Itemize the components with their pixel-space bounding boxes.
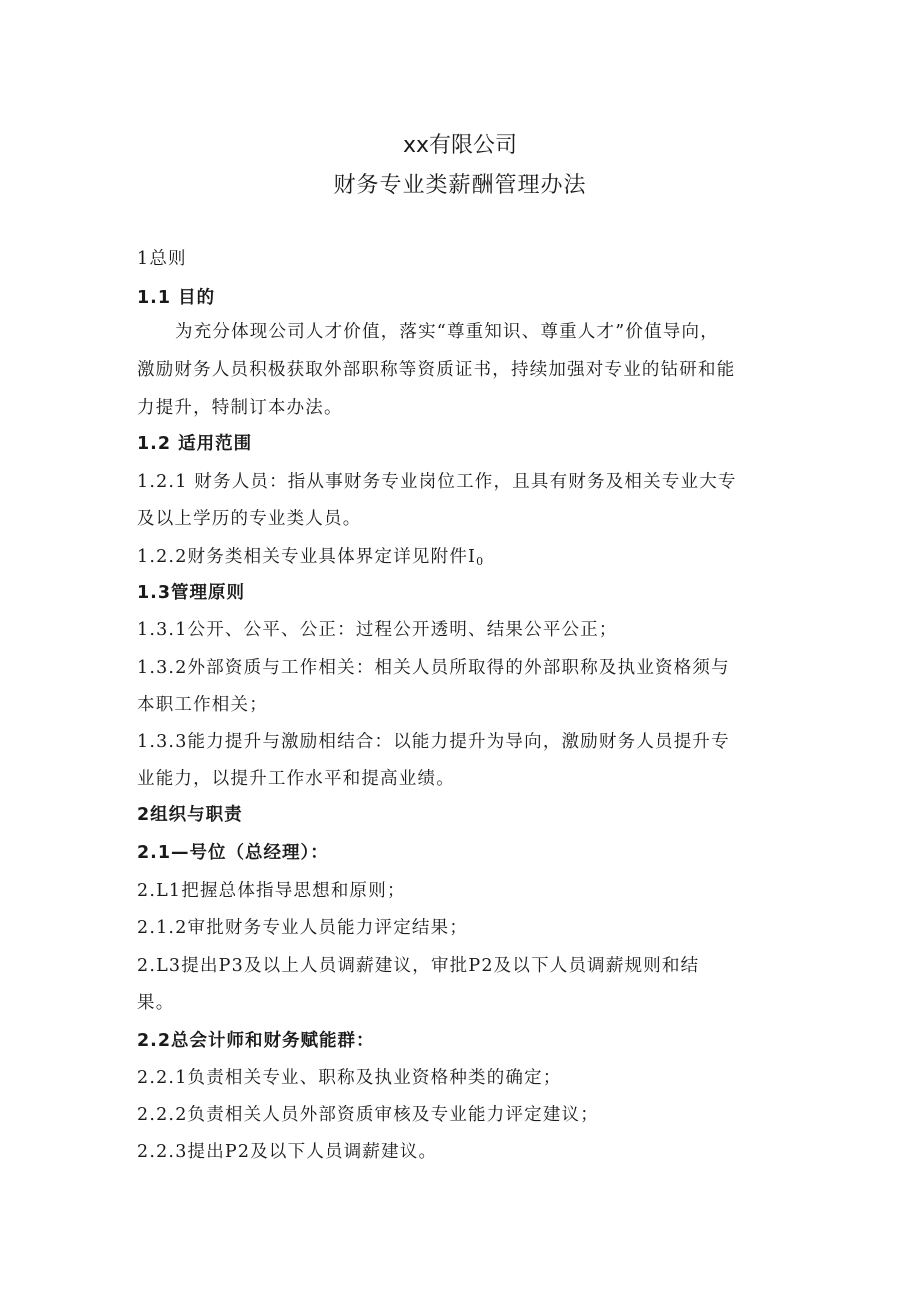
section-heading-2: 2组织与职责	[137, 805, 243, 825]
company-name: xx有限公司	[402, 133, 518, 158]
paragraph-line: 力提升，特制订本办法。	[137, 398, 343, 418]
clause-1-3-3: 1.3.3能力提升与激励相结合：以能力提升为导向，激励财务人员提升专	[137, 732, 730, 752]
clause-2-1-2: 2.1.2审批财务专业人员能力评定结果；	[137, 918, 469, 938]
clause-2-1-3: 2.L3提出P3及以上人员调薪建议，审批P2及以下人员调薪规则和结	[137, 956, 700, 976]
document-title: 财务专业类薪酬管理办法	[333, 173, 587, 198]
clause-2-2-1: 2.2.1负责相关专业、职称及执业资格种类的确定；	[137, 1068, 562, 1088]
subsection-heading-1-1: 1.1 目的	[137, 288, 216, 308]
paragraph-line: 及以上学历的专业类人员。	[137, 509, 362, 529]
paragraph-line: 业能力，以提升工作水平和提高业绩。	[137, 769, 455, 789]
clause-text: 1.2.2财务类相关专业具体界定详见附件I	[137, 547, 477, 567]
section-heading-1: 1总则	[137, 249, 187, 269]
clause-1-3-2: 1.3.2外部资质与工作相关：相关人员所取得的外部职称及执业资格须与	[137, 658, 730, 678]
clause-1-3-1: 1.3.1公开、公平、公正：过程公开透明、结果公平公正；	[137, 620, 618, 640]
subscript-text: 0	[476, 555, 485, 568]
clause-2-2-2: 2.2.2负责相关人员外部资质审核及专业能力评定建议；	[137, 1105, 599, 1125]
paragraph-line: 果。	[137, 993, 175, 1013]
paragraph-line: 为充分体现公司人才价值，落实“尊重知识、尊重人才”价值导向，	[175, 322, 719, 342]
clause-1-2-2	[137, 542, 797, 577]
subsection-heading-1-2: 1.2 适用范围	[137, 434, 253, 454]
subsection-heading-2-2: 2.2总会计师和财务赋能群：	[137, 1031, 375, 1051]
clause-2-1-1: 2.L1把握总体指导思想和原则；	[137, 881, 406, 901]
paragraph-line: 激励财务人员积极获取外部职称等资质证书，持续加强对专业的钻研和能	[137, 360, 736, 380]
subsection-heading-2-1: 2.1—号位（总经理）：	[137, 843, 329, 863]
clause-2-2-3: 2.2.3提出P2及以下人员调薪建议。	[137, 1142, 438, 1162]
clause-1-2-1: 1.2.1 财务人员：指从事财务专业岗位工作，且具有财务及相关专业大专	[137, 472, 737, 492]
subsection-heading-1-3: 1.3管理原则	[137, 583, 246, 603]
paragraph-line: 本职工作相关；	[137, 695, 268, 715]
